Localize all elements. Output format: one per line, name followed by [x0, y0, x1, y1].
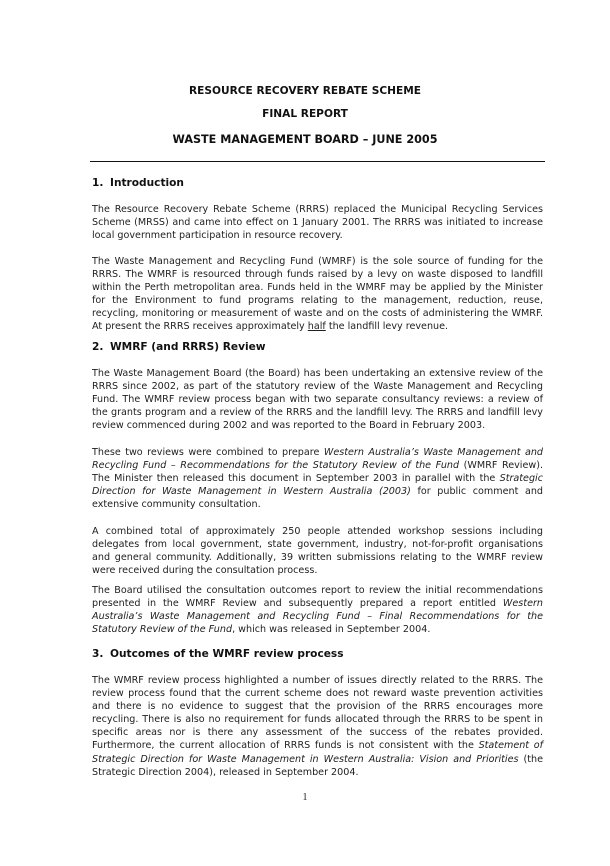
- document-title-reference: Western Australia’s Waste Management and Recycling Fund – Recommendations for the Statutory Review of the Fund: [92, 447, 543, 472]
- paragraph: [92, 367, 543, 432]
- emphasized-text: half: [307, 321, 326, 333]
- text-run: The WMRF review process highlighted a number of issues directly related to the RRRS. The review process found that the current scheme does not reward waste prevention activities and there is no evidence to suggest that the provision of the RRRS encourages more recycling. There is also no requirement for funds allocated through the RRRS to be spent in specific areas nor is there any assessment of the success of the rebates provided. Furthermore, the current allocation of RRRS funds is not consistent with the: [92, 675, 543, 752]
- text-run: The Board utilised the consultation outcomes report to review the initial recommendations presented in the WMRF Review and subsequently prepared a report entitled: [92, 585, 543, 610]
- section-number: 3.: [92, 648, 104, 660]
- paragraph: [92, 584, 543, 636]
- document-title-reference: Western Australia’s Waste Management and Recycling Fund – Final Recommendations for the Statutory Review of the Fund: [92, 598, 543, 636]
- text-run: (WMRF Review). The Minister then released this document in September 2003 in parallel with the: [92, 460, 544, 485]
- paragraph: [92, 525, 543, 577]
- document-title-reference: Statement of Strategic Direction for Waste Management in Western Australia: Vision and Priorities: [92, 740, 544, 765]
- section-number: 1.: [92, 177, 104, 189]
- section-heading-introduction: [92, 177, 184, 189]
- text-run: the landfill levy revenue.: [325, 321, 449, 333]
- report-subtitle: FINAL REPORT: [262, 108, 348, 120]
- text-run: for public comment and extensive community consultation.: [92, 486, 543, 511]
- title-divider: [90, 161, 545, 162]
- text-run: The Resource Recovery Rebate Scheme (RRRS) replaced the Municipal Recycling Services Scheme (MRSS) and came into effect on 1 January 2001. The RRRS was initiated to increase local government participation in resource recovery.: [92, 204, 543, 242]
- text-run: The Waste Management Board (the Board) has been undertaking an extensive review of the RRRS since 2002, as part of the statutory review of the Waste Management and Recycling Fund. The WMRF review process began with two separate consultancy reviews: a review of the grants program and a review of the RRRS and the landfill levy. The RRRS and landfill levy review commenced during 2002 and was reported to the Board in February 2003.: [92, 368, 543, 432]
- text-run: (the Strategic Direction 2004), released in September 2004.: [92, 753, 543, 778]
- paragraph: [92, 203, 543, 242]
- section-heading-wmrf-review: [92, 341, 266, 353]
- text-run: These two reviews were combined to prepare: [92, 447, 324, 458]
- paragraph: [92, 255, 543, 334]
- section-number: 2.: [92, 341, 104, 353]
- text-run: A combined total of approximately 250 people attended workshop sessions including delegates from local government, state government, industry, not-for-profit organisations and general community. Additionally, 39 written submissions relating to the WMRF review were received during the consultation process.: [92, 526, 543, 577]
- section-title: Outcomes of the WMRF review process: [110, 648, 344, 660]
- paragraph: [92, 674, 543, 779]
- document-title-reference: Strategic Direction for Waste Management in Western Australia (2003): [92, 473, 543, 498]
- page-number: 1: [302, 792, 308, 803]
- text-run: The Waste Management and Recycling Fund (WMRF) is the sole source of funding for the RRRS. The WMRF is resourced through funds raised by a levy on waste disposed to landfill within the Perth metropolitan area. Funds held in the WMRF may be applied by the Minister for the Environment to fund programs relating to the management, reduction, reuse, recycling, monitoring or measurement of waste and on the costs of administering the WMRF. At present the RRRS receives approximately: [92, 256, 543, 333]
- paragraph: [92, 446, 543, 511]
- section-title: WMRF (and RRRS) Review: [110, 341, 266, 353]
- section-heading-outcomes: [92, 648, 344, 660]
- text-run: , which was released in September 2004.: [232, 624, 431, 636]
- section-title: Introduction: [110, 177, 184, 189]
- report-author-date: WASTE MANAGEMENT BOARD – JUNE 2005: [172, 133, 438, 146]
- report-title: RESOURCE RECOVERY REBATE SCHEME: [188, 85, 422, 97]
